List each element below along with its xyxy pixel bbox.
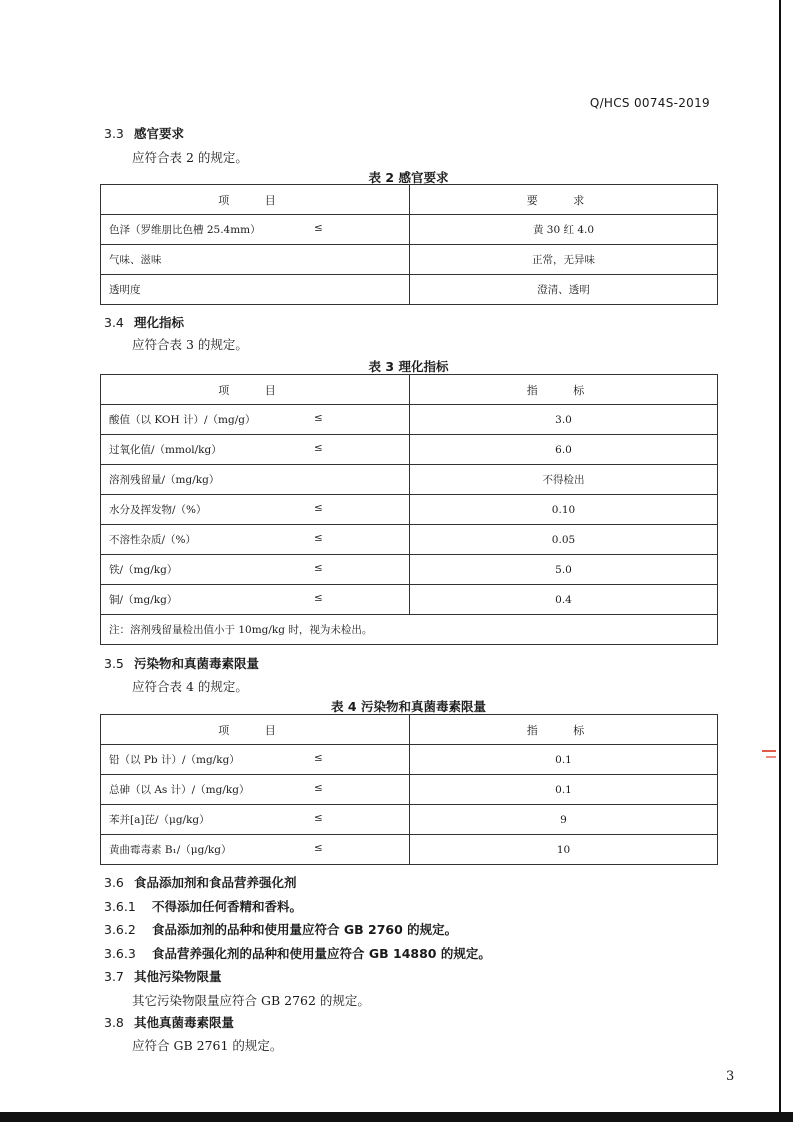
row-value: 0.05 xyxy=(410,525,718,555)
table-note: 注：溶剂残留量检出值小于 10mg/kg 时，视为未检出。 xyxy=(101,615,718,645)
table-row xyxy=(101,465,718,495)
table-row xyxy=(101,835,718,865)
table-row xyxy=(101,525,718,555)
table-note-row xyxy=(101,615,718,645)
row-item: 不溶性杂质/（%） xyxy=(109,534,197,546)
clause-3-6-2: 3.6.2 食品添加剂的品种和使用量应符合 GB 2760 的规定。 xyxy=(104,922,458,937)
table-caption: 表 2 感官要求 xyxy=(368,170,449,185)
row-value: 3.0 xyxy=(410,405,718,435)
comparison-symbol: ≤ xyxy=(314,782,323,794)
scan-border-bottom xyxy=(0,1112,793,1122)
column-header: 项 目 xyxy=(101,185,410,215)
row-value: 0.10 xyxy=(410,495,718,525)
row-item: 透明度 xyxy=(109,284,141,296)
table-row xyxy=(101,495,718,525)
row-value: 9 xyxy=(410,805,718,835)
row-item: 酸值（以 KOH 计）/（mg/g） xyxy=(109,414,256,426)
row-item: 水分及挥发物/（%） xyxy=(109,504,207,516)
row-value: 0.4 xyxy=(410,585,718,615)
comparison-symbol: ≤ xyxy=(314,532,323,544)
table-row xyxy=(101,805,718,835)
table-header-row xyxy=(101,375,718,405)
scan-border-right xyxy=(779,0,781,1122)
row-value: 10 xyxy=(410,835,718,865)
row-value: 黄 30 红 4.0 xyxy=(410,215,718,245)
row-value: 不得检出 xyxy=(410,465,718,495)
row-value: 0.1 xyxy=(410,775,718,805)
page-number: 3 xyxy=(726,1069,735,1084)
row-item: 过氧化值/（mmol/kg） xyxy=(109,444,222,456)
comparison-symbol: ≤ xyxy=(314,442,323,454)
row-item: 溶剂残留量/（mg/kg） xyxy=(109,474,220,486)
comparison-symbol: ≤ xyxy=(314,502,323,514)
column-header: 指 标 xyxy=(410,375,718,405)
column-header: 指 标 xyxy=(410,715,718,745)
row-value: 6.0 xyxy=(410,435,718,465)
row-item: 铜/（mg/kg） xyxy=(109,594,178,606)
column-header: 要 求 xyxy=(410,185,718,215)
comparison-symbol: ≤ xyxy=(314,592,323,604)
comparison-symbol: ≤ xyxy=(314,562,323,574)
table-row xyxy=(101,555,718,585)
table-row xyxy=(101,275,718,305)
section-text: 应符合表 4 的规定。 xyxy=(132,679,248,694)
table-row xyxy=(101,215,718,245)
row-item: 苯并[a]芘/（μg/kg） xyxy=(109,814,210,826)
row-value: 0.1 xyxy=(410,745,718,775)
clause-3-6-3: 3.6.3 食品营养强化剂的品种和使用量应符合 GB 14880 的规定。 xyxy=(104,946,491,961)
section-heading: 3.8 其他真菌毒素限量 xyxy=(104,1015,235,1030)
row-item: 铁/（mg/kg） xyxy=(109,564,178,576)
section-heading: 3.3 感官要求 xyxy=(104,126,185,141)
column-header: 项 目 xyxy=(101,715,410,745)
row-item: 黄曲霉毒素 B₁/（μg/kg） xyxy=(109,844,232,856)
contaminants-table xyxy=(100,714,718,865)
standard-number: Q/HCS 0074S-2019 xyxy=(589,96,710,110)
table-row xyxy=(101,245,718,275)
red-stamp-mark xyxy=(760,748,780,762)
column-header: 项 目 xyxy=(101,375,410,405)
physicochemical-table xyxy=(100,374,718,645)
comparison-symbol: ≤ xyxy=(314,412,323,424)
section-text: 应符合表 2 的规定。 xyxy=(132,150,248,165)
row-item: 总砷（以 As 计）/（mg/kg） xyxy=(109,784,250,796)
row-item: 色泽（罗维朋比色槽 25.4mm） xyxy=(109,224,261,236)
table-caption: 表 3 理化指标 xyxy=(368,359,449,374)
sensory-table xyxy=(100,184,718,305)
row-value: 5.0 xyxy=(410,555,718,585)
section-text: 应符合表 3 的规定。 xyxy=(132,337,248,352)
comparison-symbol: ≤ xyxy=(314,842,323,854)
clause-3-6-1: 3.6.1 不得添加任何香精和香料。 xyxy=(104,899,303,914)
section-heading: 3.4 理化指标 xyxy=(104,315,185,330)
comparison-symbol: ≤ xyxy=(314,752,323,764)
row-item: 气味、滋味 xyxy=(109,254,162,266)
row-value: 澄清、透明 xyxy=(410,275,718,305)
table-header-row xyxy=(101,185,718,215)
table-row xyxy=(101,775,718,805)
row-item: 铅（以 Pb 计）/（mg/kg） xyxy=(109,754,240,766)
table-row xyxy=(101,745,718,775)
row-value: 正常，无异味 xyxy=(410,245,718,275)
table-caption: 表 4 污染物和真菌毒素限量 xyxy=(331,699,486,714)
table-row xyxy=(101,435,718,465)
section-heading: 3.5 污染物和真菌毒素限量 xyxy=(104,656,260,671)
table-header-row xyxy=(101,715,718,745)
table-row xyxy=(101,585,718,615)
section-text: 其它污染物限量应符合 GB 2762 的规定。 xyxy=(132,993,370,1008)
section-heading: 3.7 其他污染物限量 xyxy=(104,969,222,984)
section-text: 应符合 GB 2761 的规定。 xyxy=(132,1038,283,1053)
comparison-symbol: ≤ xyxy=(314,812,323,824)
comparison-symbol: ≤ xyxy=(314,222,323,234)
section-heading: 3.6 食品添加剂和食品营养强化剂 xyxy=(104,875,297,890)
table-row xyxy=(101,405,718,435)
